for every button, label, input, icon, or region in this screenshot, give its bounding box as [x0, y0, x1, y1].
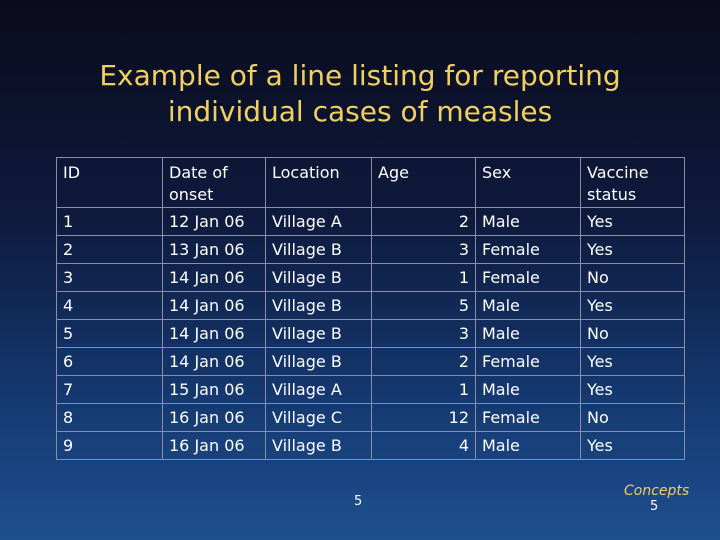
cell-vaccine-status: Yes — [581, 376, 685, 404]
cell-id: 2 — [57, 236, 163, 264]
cell-id: 5 — [57, 320, 163, 348]
cell-id: 9 — [57, 432, 163, 460]
cell-date-of-onset: 16 Jan 06 — [163, 432, 266, 460]
cell-location: Village A — [266, 376, 372, 404]
header-vaccine-status — [581, 158, 685, 208]
cell-vaccine-status: Yes — [581, 208, 685, 236]
cell-sex: Female — [476, 236, 581, 264]
cell-date-of-onset: 14 Jan 06 — [163, 292, 266, 320]
cell-sex: Male — [476, 320, 581, 348]
cell-id: 6 — [57, 348, 163, 376]
title-line-2: individual cases of measles — [167, 95, 553, 128]
cell-sex: Male — [476, 208, 581, 236]
table-header-row — [57, 158, 685, 208]
cell-age: 5 — [372, 292, 476, 320]
cell-vaccine-status: No — [581, 320, 685, 348]
header-date-line-1: Date of — [169, 163, 228, 182]
cell-date-of-onset: 13 Jan 06 — [163, 236, 266, 264]
cell-id: 7 — [57, 376, 163, 404]
cell-age: 3 — [372, 236, 476, 264]
table-row — [57, 236, 685, 264]
cell-age: 2 — [372, 348, 476, 376]
table-row — [57, 320, 685, 348]
cell-sex: Male — [476, 292, 581, 320]
page-number-center: 5 — [354, 494, 363, 509]
cell-age: 1 — [372, 376, 476, 404]
header-date-line-2: onset — [169, 185, 214, 204]
table-row — [57, 376, 685, 404]
header-date-of-onset — [163, 158, 266, 208]
header-vaccine-line-1: Vaccine — [587, 163, 649, 182]
table-row — [57, 432, 685, 460]
cell-age: 2 — [372, 208, 476, 236]
cell-vaccine-status: Yes — [581, 292, 685, 320]
header-location: Location — [266, 158, 372, 208]
slide-title — [60, 58, 660, 130]
cell-location: Village C — [266, 404, 372, 432]
cell-age: 3 — [372, 320, 476, 348]
table-body — [57, 208, 685, 460]
cell-age: 12 — [372, 404, 476, 432]
header-id: ID — [57, 158, 163, 208]
table-row — [57, 348, 685, 376]
cell-vaccine-status: Yes — [581, 236, 685, 264]
cell-location: Village B — [266, 432, 372, 460]
cell-date-of-onset: 12 Jan 06 — [163, 208, 266, 236]
cell-date-of-onset: 16 Jan 06 — [163, 404, 266, 432]
page-number-right: 5 — [650, 499, 659, 514]
cell-id: 8 — [57, 404, 163, 432]
cell-sex: Female — [476, 404, 581, 432]
cell-location: Village B — [266, 292, 372, 320]
table-row — [57, 292, 685, 320]
cell-age: 1 — [372, 264, 476, 292]
cell-sex: Female — [476, 264, 581, 292]
cell-location: Village B — [266, 348, 372, 376]
cell-vaccine-status: No — [581, 404, 685, 432]
cell-vaccine-status: Yes — [581, 432, 685, 460]
title-line-1: Example of a line listing for reporting — [99, 59, 621, 92]
cell-date-of-onset: 14 Jan 06 — [163, 348, 266, 376]
cell-location: Village B — [266, 320, 372, 348]
cell-id: 3 — [57, 264, 163, 292]
cell-id: 4 — [57, 292, 163, 320]
cell-vaccine-status: Yes — [581, 348, 685, 376]
header-vaccine-line-2: status — [587, 185, 637, 204]
cell-date-of-onset: 15 Jan 06 — [163, 376, 266, 404]
header-sex: Sex — [476, 158, 581, 208]
cell-location: Village A — [266, 208, 372, 236]
cell-sex: Male — [476, 376, 581, 404]
cell-vaccine-status: No — [581, 264, 685, 292]
table-row — [57, 404, 685, 432]
cell-id: 1 — [57, 208, 163, 236]
table-row — [57, 264, 685, 292]
cell-date-of-onset: 14 Jan 06 — [163, 264, 266, 292]
cell-age: 4 — [372, 432, 476, 460]
section-label: Concepts — [624, 483, 690, 499]
cell-location: Village B — [266, 236, 372, 264]
table-row — [57, 208, 685, 236]
cell-sex: Male — [476, 432, 581, 460]
cell-date-of-onset: 14 Jan 06 — [163, 320, 266, 348]
cell-location: Village B — [266, 264, 372, 292]
cell-sex: Female — [476, 348, 581, 376]
line-listing-table — [56, 157, 685, 460]
header-age: Age — [372, 158, 476, 208]
